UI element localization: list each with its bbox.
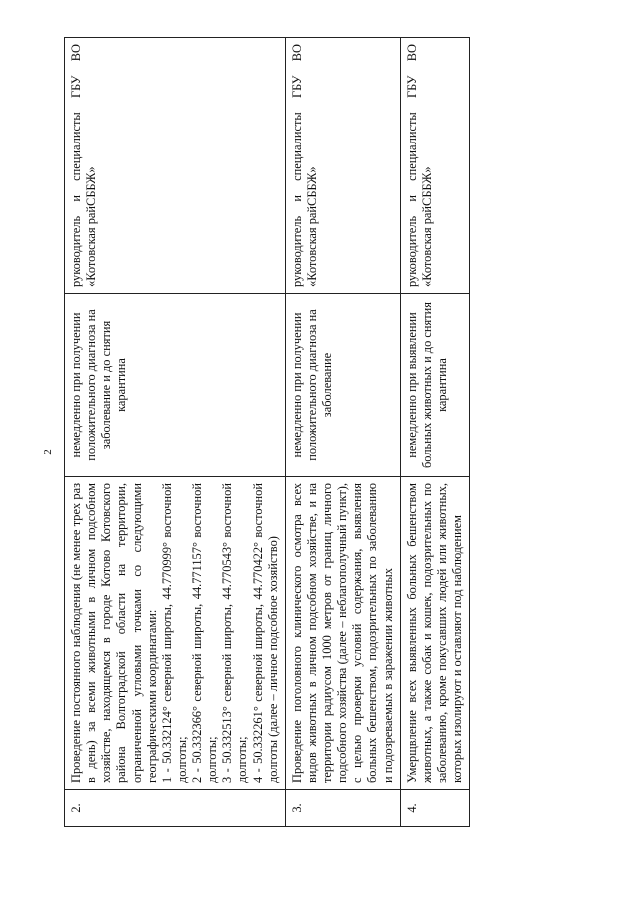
coordinate-point: 4 - 50.332261° северной широты, 44.770422° восточной долготы (далее – личное подсобное хозяйство)	[250, 483, 280, 783]
event-cell	[65, 477, 286, 790]
event-text: Проведение поголовного клинического осмотра всех видов животных в личном подсобном хозяйстве, и на территории радиусом 1000 метров от границ личного подсобного хозяйства (далее – неблагополучный пункт), с целью проверки условий содержания, выявления больных бешенством, подозрительных по заболеванию и подозреваемых в заражении животных	[289, 483, 395, 783]
page-number: 2	[42, 449, 54, 455]
deadline-cell: немедленно при получении положительного диагноза на заболевание	[285, 294, 400, 477]
event-text: Проведение постоянного наблюдения (не менее трех раз в день) за всеми животными в личном подсобном хозяйстве, находящемся в городе Котово Котовского района Волгоградской области на территории, ограниченной угловыми точками со следующими географическими координатами:	[69, 483, 159, 783]
event-cell	[400, 477, 470, 790]
table-row	[400, 38, 470, 827]
event-cell	[285, 477, 400, 790]
deadline-cell: немедленно при получении положительного диагноза на заболевание и до снятия карантина	[65, 294, 286, 477]
coordinate-point: 3 - 50.332513° северной широты, 44.770543° восточной долготы;	[220, 483, 250, 783]
executor-cell: руководитель и специалисты ГБУ ВО «Котовская райСББЖ»	[65, 38, 286, 294]
executor-cell: руководитель и специалисты ГБУ ВО «Котовская райСББЖ»	[400, 38, 470, 294]
table-row	[285, 38, 400, 827]
row-number: 3.	[285, 790, 400, 827]
row-number: 4.	[400, 790, 470, 827]
executor-cell: руководитель и специалисты ГБУ ВО «Котовская райСББЖ»	[285, 38, 400, 294]
row-number: 2.	[65, 790, 286, 827]
event-text: Умерщвление всех выявленных больных бешенством животных, а также собак и кошек, подозрительных по заболеванию, кроме покусавших людей или животных, которых изолируют и оставляют под наблюдением	[404, 483, 464, 783]
coordinate-point: 1 - 50.332124° северной широты, 44.770999° восточной долготы;	[159, 483, 189, 783]
table-row	[65, 38, 286, 827]
coordinate-point: 2 - 50.332366° северной широты, 44.771157° восточной долготы;	[190, 483, 220, 783]
deadline-cell: немедленно при выявлении больных животных и до снятия карантина	[400, 294, 470, 477]
rotated-sheet	[40, 37, 600, 867]
measures-table	[64, 37, 470, 827]
